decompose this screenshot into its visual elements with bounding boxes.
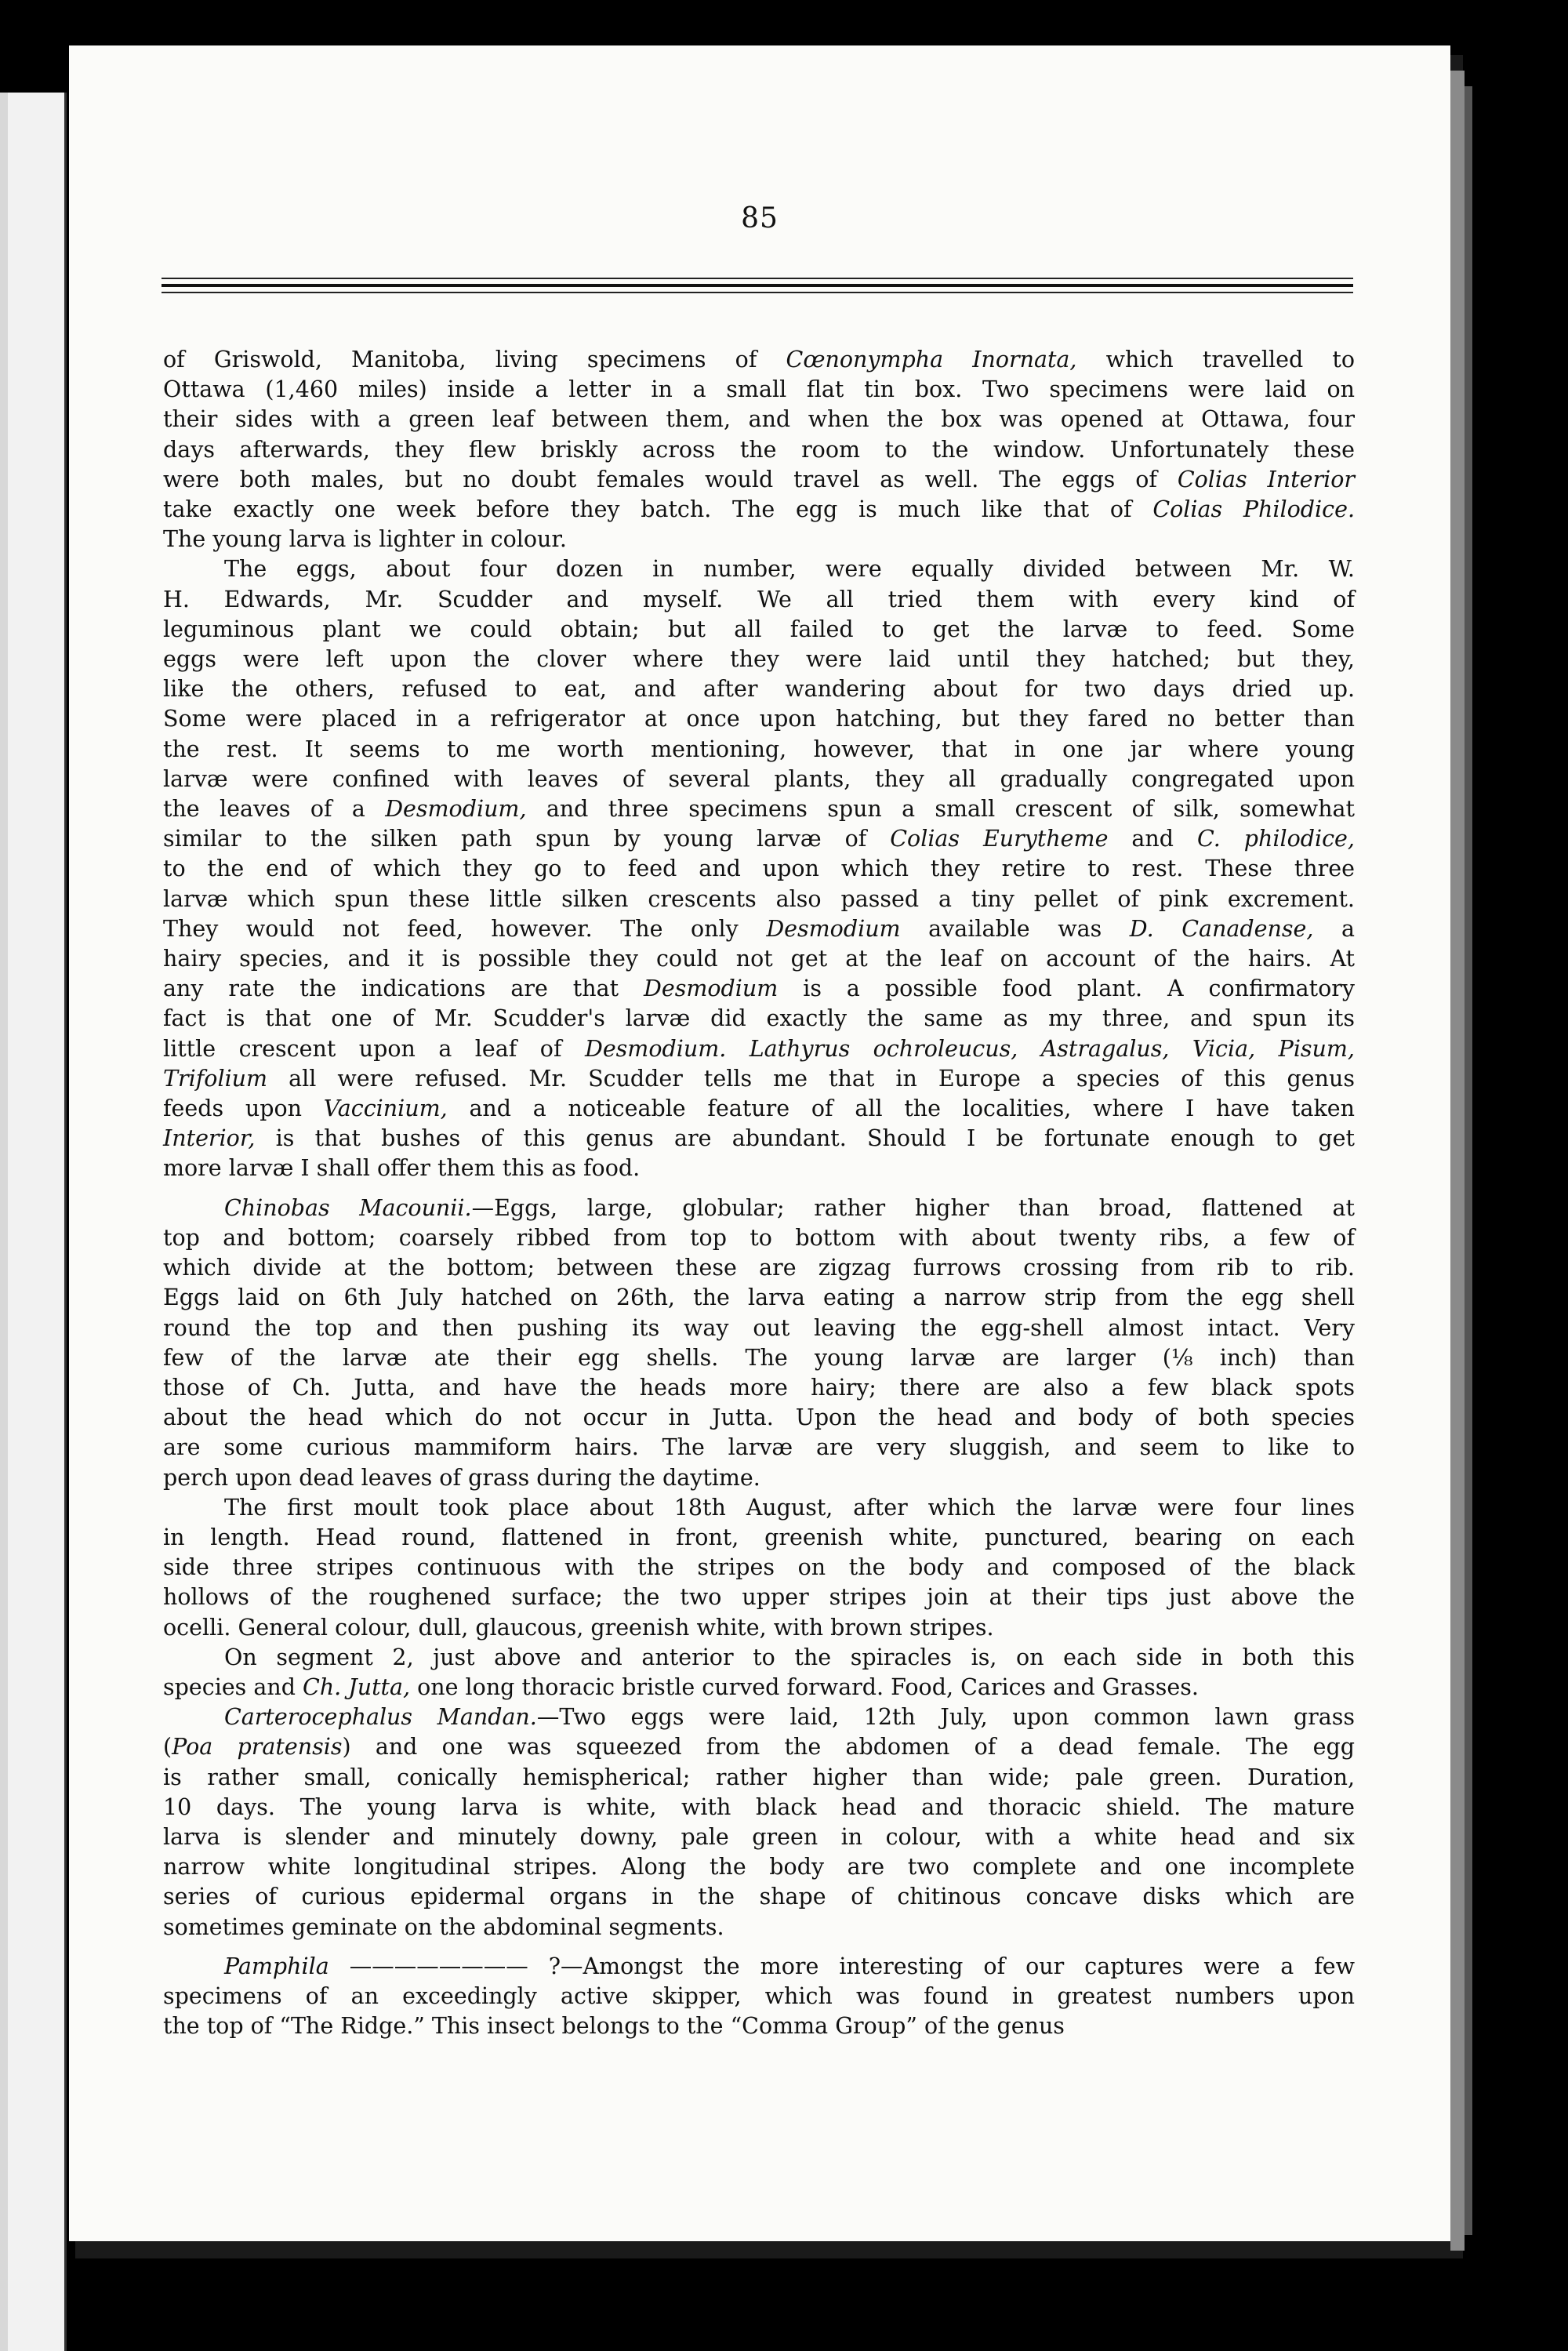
text-line: side three stripes continuous with the stripes on the body and composed of the black [163, 1554, 1355, 1581]
text-line: leguminous plant we could obtain; but all failed to get the larvæ to feed. Some [163, 616, 1355, 642]
text-line: are some curious mammiform hairs. The larvæ are very sluggish, and seem to like to [163, 1434, 1355, 1461]
text-line: is rather small, conically hemispherical; rather higher than wide; pale green. Duration, [163, 1764, 1355, 1790]
text-line: species and Ch. Jutta, one long thoracic bristle curved forward. Food, Carices and Grasses. [163, 1673, 1199, 1700]
text-line: On segment 2, just above and anterior to the spiracles is, on each side in both this [224, 1644, 1355, 1670]
text-line: their sides with a green leaf between them, and when the box was opened at Ottawa, four [163, 406, 1355, 433]
text-line: Some were placed in a refrigerator at once upon hatching, but they fared no better than [163, 706, 1355, 732]
text-line: Carterocephalus Mandan.—Two eggs were laid, 12th July, upon common lawn grass [224, 1704, 1355, 1731]
text-line: few of the larvæ ate their egg shells. The young larvæ are larger (⅛ inch) than [163, 1344, 1355, 1371]
text-line: sometimes geminate on the abdominal segments. [163, 1913, 724, 1940]
page-stack-edge [1450, 71, 1465, 2251]
text-line: like the others, refused to eat, and after wandering about for two days dried up. [163, 676, 1355, 703]
body-text [163, 345, 1355, 2041]
text-line: were both males, but no doubt females would travel as well. The eggs of Colias Interior [163, 466, 1355, 492]
text-line: little crescent upon a leaf of Desmodium. Lathyrus ochroleucus, Astragalus, Vicia, Pisum, [163, 1035, 1355, 1062]
text-line: hollows of the roughened surface; the two upper stripes join at their tips just above the [163, 1584, 1355, 1611]
paragraph-p6 [163, 1702, 1355, 1942]
text-line: of Griswold, Manitoba, living specimens of Cœnonympha Inornata, which travelled to [163, 347, 1355, 372]
text-line: the top of “The Ridge.” This insect belongs to the “Comma Group” of the genus [163, 2013, 1065, 2040]
text-line: Pamphila ———————— ?—Amongst the more interesting of our captures were a few [224, 1953, 1355, 1979]
facing-page-edge [0, 93, 67, 2351]
text-line: larvæ were confined with leaves of several plants, they all gradually congregated upon [163, 765, 1355, 792]
paragraph-p7 [163, 1952, 1355, 2042]
paragraph-p2 [163, 554, 1355, 1183]
text-line: similar to the silken path spun by young larvæ of Colias Eurytheme and C. philodice, [163, 826, 1355, 852]
text-line: which divide at the bottom; between these are zigzag furrows crossing from rib to rib. [163, 1255, 1355, 1281]
text-line: the leaves of a Desmodium, and three specimens spun a small crescent of silk, somewhat [163, 796, 1355, 823]
text-line: those of Ch. Jutta, and have the heads more hairy; there are also a few black spots [163, 1374, 1355, 1401]
text-line: narrow white longitudinal stripes. Along the body are two complete and one incomplete [163, 1854, 1355, 1880]
text-line: Interior, is that bushes of this genus are abundant. Should I be fortunate enough to get [163, 1125, 1355, 1152]
header-rule-thick [162, 284, 1353, 287]
text-line: top and bottom; coarsely ribbed from top to bottom with about twenty ribs, a few of [163, 1224, 1355, 1251]
text-line: (Poa pratensis) and one was squeezed from the abdomen of a dead female. The egg [163, 1734, 1355, 1761]
text-line: They would not feed, however. The only Desmodium available was D. Canadense, a [163, 915, 1355, 942]
text-line: in length. Head round, flattened in front, greenish white, punctured, bearing on each [163, 1524, 1355, 1550]
facing-page-margin [0, 93, 8, 2351]
paragraph-p4 [163, 1493, 1355, 1643]
text-line: to the end of which they go to feed and upon which they retire to rest. These three [163, 856, 1355, 882]
text-line: days afterwards, they flew briskly across the room to the window. Unfortunately these [163, 436, 1355, 463]
paragraph-p5 [163, 1643, 1355, 1702]
text-line: larvæ which spun these little silken crescents also passed a tiny pellet of pink excrement. [163, 885, 1355, 912]
text-line: The young larva is lighter in colour. [163, 526, 567, 553]
header-rule-thin [162, 278, 1353, 279]
text-line: The eggs, about four dozen in number, were equally divided between Mr. W. [224, 556, 1355, 583]
text-line: Chinobas Macounii.—Eggs, large, globular; rather higher than broad, flattened at [224, 1194, 1355, 1221]
paragraph-p1 [163, 345, 1355, 554]
text-line: ocelli. General colour, dull, glaucous, greenish white, with brown stripes. [163, 1614, 994, 1641]
text-line: round the top and then pushing its way out leaving the egg-shell almost intact. Very [163, 1314, 1355, 1341]
text-line: any rate the indications are that Desmodium is a possible food plant. A confirmatory [163, 976, 1355, 1002]
text-line: Eggs laid on 6th July hatched on 26th, the larva eating a narrow strip from the egg shell [163, 1285, 1355, 1311]
book-page [69, 45, 1450, 2241]
text-line: take exactly one week before they batch. The egg is much like that of Colias Philodice. [163, 496, 1355, 523]
text-line: about the head which do not occur in Jutta. Upon the head and body of both species [163, 1404, 1355, 1431]
text-line: more larvæ I shall offer them this as food. [163, 1155, 641, 1182]
page-number: 85 [741, 202, 779, 234]
text-line: 10 days. The young larva is white, with black head and thoracic shield. The mature [163, 1793, 1355, 1820]
text-line: Trifolium all were refused. Mr. Scudder tells me that in Europe a species of this genus [163, 1065, 1355, 1092]
text-line: series of curious epidermal organs in the shape of chitinous concave disks which are [163, 1884, 1355, 1910]
text-line: feeds upon Vaccinium, and a noticeable feature of all the localities, where I have taken [163, 1096, 1355, 1122]
header-rule-thin-lower [162, 292, 1353, 293]
text-line: The first moult took place about 18th August, after which the larvæ were four lines [224, 1494, 1355, 1521]
page-stack-edge-dark [1465, 86, 1472, 2235]
text-line: the rest. It seems to me worth mentioning, however, that in one jar where young [163, 736, 1355, 762]
text-line: fact is that one of Mr. Scudder's larvæ did exactly the same as my three, and spun its [163, 1005, 1355, 1032]
text-line: Ottawa (1,460 miles) inside a letter in a small flat tin box. Two specimens were laid on [163, 376, 1355, 403]
text-line: specimens of an exceedingly active skipper, which was found in greatest numbers upon [163, 1982, 1355, 2009]
text-line: hairy species, and it is possible they could not get at the leaf on account of the hairs. At [163, 946, 1355, 972]
text-line: perch upon dead leaves of grass during the daytime. [163, 1464, 760, 1491]
text-line: eggs were left upon the clover where they were laid until they hatched; but they, [163, 646, 1355, 673]
paragraph-p3 [163, 1194, 1355, 1493]
text-line: H. Edwards, Mr. Scudder and myself. We all tried them with every kind of [163, 586, 1355, 612]
text-line: larva is slender and minutely downy, pale green in colour, with a white head and six [163, 1823, 1355, 1850]
